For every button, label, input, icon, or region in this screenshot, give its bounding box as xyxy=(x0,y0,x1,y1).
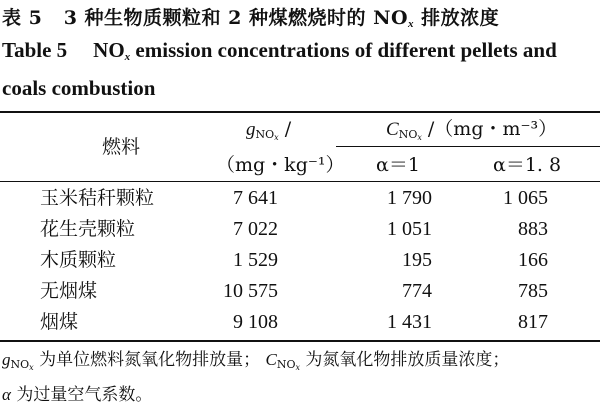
row-name: 花生壳颗粒 xyxy=(40,218,136,240)
note-g-sub-text: NO xyxy=(10,358,30,371)
row-c-alpha1-8: 1 065 xyxy=(503,187,548,209)
caption-label-en: Table 5 xyxy=(2,38,68,62)
header-g-symbol: g xyxy=(246,119,256,140)
note-c-subsub: x xyxy=(295,363,300,372)
caption-zh-pre: 3 种生物质颗粒和 2 种煤燃烧时的 NO xyxy=(63,7,409,29)
row-c-alpha1: 1 431 xyxy=(387,311,432,333)
note-c-sub xyxy=(277,358,300,371)
header-c-nox xyxy=(386,117,557,150)
note-alpha-symbol: α xyxy=(2,385,11,404)
header-alpha-1: α＝1 xyxy=(376,154,420,176)
row-g-value: 10 575 xyxy=(223,280,278,302)
header-c-symbol: C xyxy=(386,119,399,140)
table-header-rule xyxy=(0,181,600,182)
row-c-alpha1-8: 883 xyxy=(518,218,548,240)
header-c-sub xyxy=(399,128,422,141)
note-g-sub xyxy=(11,358,34,371)
table-bottom-rule xyxy=(0,340,600,342)
caption-text-zh xyxy=(64,7,499,29)
header-g-unit: （mg・kg⁻¹） xyxy=(216,154,345,176)
row-c-alpha1: 1 051 xyxy=(387,218,432,240)
row-name: 木质颗粒 xyxy=(40,249,117,271)
row-name: 无烟煤 xyxy=(40,280,98,302)
row-g-value: 7 641 xyxy=(233,187,278,209)
note-g-symbol: g xyxy=(2,350,11,369)
row-c-alpha1: 195 xyxy=(402,249,432,271)
table-caption-chinese xyxy=(2,3,499,30)
caption-en-sub: x xyxy=(124,51,131,63)
note-c-desc: 为氮氧化物排放质量浓度； xyxy=(300,350,510,370)
row-g-value: 1 529 xyxy=(233,249,278,271)
header-c-subsub: x xyxy=(417,133,422,142)
caption-en-pre: NO xyxy=(93,38,125,62)
header-fuel: 燃料 xyxy=(102,136,141,158)
table-footnote xyxy=(2,346,598,409)
note-c-symbol: C xyxy=(265,350,277,369)
note-g-subsub: x xyxy=(29,363,34,372)
row-g-value: 7 022 xyxy=(233,218,278,240)
row-g-value: 9 108 xyxy=(233,311,278,333)
caption-label-zh: 表 5 xyxy=(2,7,43,29)
row-c-alpha1: 1 790 xyxy=(387,187,432,209)
row-c-alpha1-8: 817 xyxy=(518,311,548,333)
caption-en-post: emission concentrations of different pellets and coals combustion xyxy=(2,38,557,100)
note-g-desc: 为单位燃料氮氧化物排放量； xyxy=(33,350,261,370)
header-c-sub-text: NO xyxy=(398,128,418,141)
header-alpha-1-8: α＝1. 8 xyxy=(493,154,562,176)
header-g-subsub: x xyxy=(274,133,279,142)
table-top-rule xyxy=(0,111,600,113)
row-c-alpha1-8: 166 xyxy=(518,249,548,271)
caption-zh-sub: x xyxy=(408,18,415,30)
row-name: 烟煤 xyxy=(40,311,79,333)
table-caption-english xyxy=(2,35,598,104)
header-g-sub-text: NO xyxy=(255,128,275,141)
row-c-alpha1: 774 xyxy=(402,280,432,302)
caption-zh-post: 排放浓度 xyxy=(414,7,500,29)
row-name: 玉米秸秆颗粒 xyxy=(40,187,155,209)
header-c-unit: /（mg・m⁻³） xyxy=(421,118,558,140)
row-c-alpha1-8: 785 xyxy=(518,280,548,302)
header-g-slash: / xyxy=(278,118,292,140)
header-g-sub xyxy=(256,128,279,141)
note-alpha-desc: 为过量空气系数。 xyxy=(10,385,153,405)
header-g-nox xyxy=(246,117,291,150)
note-c-sub-text: NO xyxy=(276,358,296,371)
